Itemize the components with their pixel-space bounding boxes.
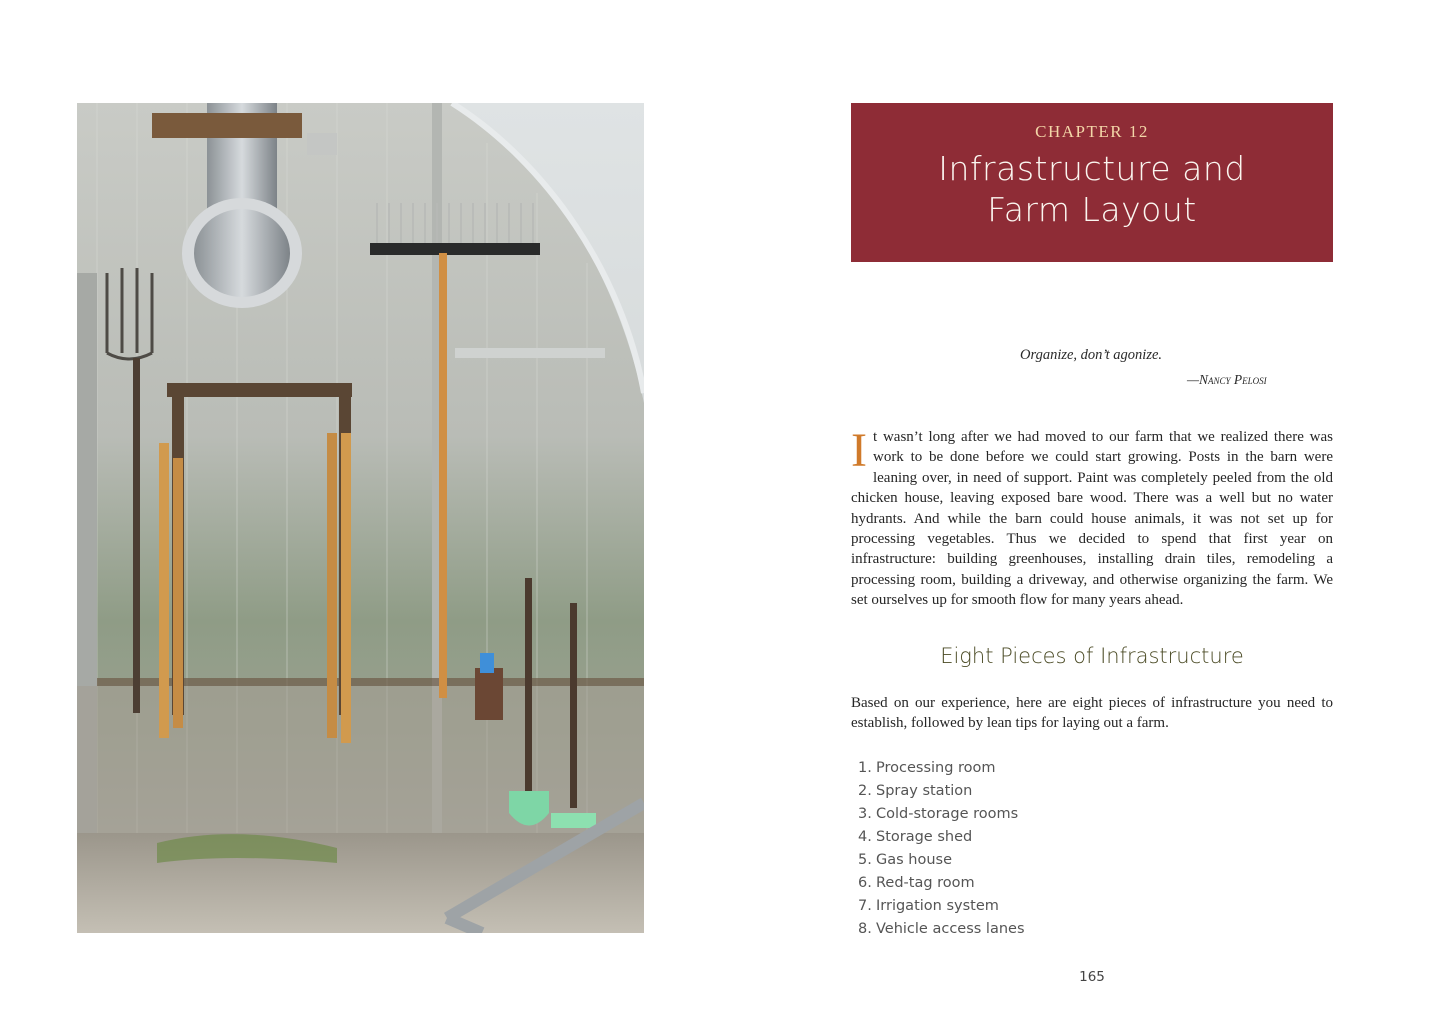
list-item-label: Processing room [876, 760, 996, 776]
list-item-number: 4. [858, 829, 872, 845]
list-item-number: 8. [858, 921, 872, 937]
chapter-title-line-1: Infrastructure and [938, 149, 1246, 188]
list-item-number: 7. [858, 898, 872, 914]
list-item [858, 826, 1025, 849]
section-intro-paragraph: Based on our experience, here are eight pieces of infrastructure you need to establish, followed by lean tips for laying out a farm. [851, 695, 1333, 732]
list-item-number: 2. [858, 783, 872, 799]
chapter-title-line-2: Farm Layout [987, 190, 1197, 229]
list-item [858, 895, 1025, 918]
list-item-number: 3. [858, 806, 872, 822]
chapter-label: CHAPTER 12 [1035, 122, 1149, 141]
epigraph-attribution: —Nancy Pelosi [1187, 372, 1267, 387]
list-item [858, 849, 1025, 872]
list-item [858, 803, 1025, 826]
list-item-label: Gas house [876, 852, 953, 868]
list-item-label: Storage shed [876, 829, 973, 845]
list-item-label: Irrigation system [876, 898, 999, 914]
body-paragraph [851, 424, 1333, 611]
list-item-label: Cold-storage rooms [876, 806, 1019, 822]
list-item [858, 918, 1025, 941]
section-heading: Eight Pieces of Infrastructure [940, 644, 1244, 668]
chapter-heading-box [851, 103, 1333, 262]
list-item [858, 872, 1025, 895]
list-item-label: Vehicle access lanes [876, 921, 1025, 937]
greenhouse-tools-photo [77, 103, 644, 933]
list-item-number: 5. [858, 852, 872, 868]
page-number: 165 [1079, 969, 1105, 985]
list-item [858, 757, 1025, 780]
chapter-title [851, 148, 1333, 230]
body-paragraph-text: t wasn’t long after we had moved to our farm that we realized there was work to be done before we could start growing. Posts in the barn were leaning over, in need of support. Paint was completely peeled from the old chicken house, leaving exposed bare wood. There was a well but no water hydrants. And while the barn could house animals, it was not set up for processing vegetables. Thus we decided to spend that first year on infrastructure: building greenhouses, installing drain tiles, remodeling a processing room, building a driveway, and otherwise organizing the farm. We set ourselves up for smooth flow for many years ahead. [851, 429, 1333, 609]
epigraph-quote: Organize, don’t agonize. [1020, 347, 1163, 363]
list-item-number: 6. [858, 875, 872, 891]
list-item-label: Red-tag room [876, 875, 975, 891]
list-item-number: 1. [858, 760, 872, 776]
list-item [858, 780, 1025, 803]
drop-cap: I [851, 424, 867, 477]
infrastructure-list [858, 757, 1025, 941]
list-item-label: Spray station [876, 783, 973, 799]
